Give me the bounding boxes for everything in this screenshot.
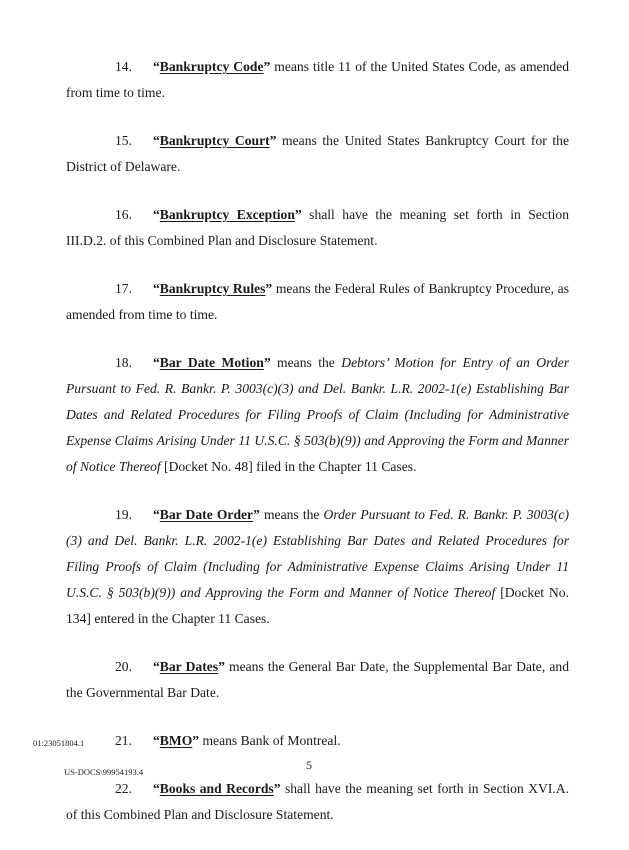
defined-term: “Bar Dates” — [153, 659, 225, 674]
defined-term-text: Bar Dates — [159, 659, 219, 674]
defined-term-text: BMO — [159, 733, 193, 748]
defined-term-text: Bankruptcy Code — [159, 59, 264, 74]
document-id: 01:23051804.1 — [33, 738, 85, 748]
defined-term: “Bar Date Motion” — [153, 355, 271, 370]
defined-term: “Books and Records” — [153, 781, 281, 796]
cited-motion-title: Debtors’ Motion for Entry of an Order Pursuant to Fed. R. Bankr. P. 3003(c)(3) and Del. Bankr. L.R. 2002-1(e) Establishing Bar Dates and Related Procedures for Filing Proofs of Claim (Including for Administrative Expense Claims Arising Under 11 U.S.C. § 503(b)(9)) and Approving the Form and Manner of Notice Thereof — [66, 355, 569, 474]
definition-number: 19. — [115, 507, 132, 522]
definition-22 — [66, 776, 569, 828]
defined-term: “Bankruptcy Exception” — [153, 207, 302, 222]
defined-term-text: Books and Records — [159, 781, 274, 796]
definition-16 — [66, 202, 569, 254]
cited-order-title: Order Pursuant to Fed. R. Bankr. P. 3003(c)(3) and Del. Bankr. L.R. 2002-1(e) Establishing Bar Dates and Related Procedures for Filing Proofs of Claim (Including for Administrative Expense Claims Arising Under 11 U.S.C. § 503(b)(9)) and Approving the Form and Manner of Notice Thereof — [66, 507, 569, 600]
definition-text: means the United States Bankruptcy Court for the District of Delaware. — [66, 133, 569, 174]
definition-text: means title 11 of the United States Code, as amended from time to time. — [66, 59, 570, 100]
definition-14 — [66, 54, 569, 106]
definition-18 — [66, 350, 569, 480]
definition-text-after: [Docket No. 48] filed in the Chapter 11 Cases. — [160, 459, 417, 474]
definition-number: 20. — [115, 659, 132, 674]
definition-19 — [66, 502, 569, 632]
defined-term: “Bar Date Order” — [153, 507, 260, 522]
defined-term: “Bankruptcy Code” — [153, 59, 271, 74]
definition-text: means Bank of Montreal. — [199, 733, 341, 748]
definition-20 — [66, 654, 569, 706]
definition-text: means the — [259, 507, 324, 522]
defined-term-text: Bankruptcy Rules — [159, 281, 266, 296]
definition-text: shall have the meaning set forth in Section III.D.2. of this Combined Plan and Disclosure Statement. — [66, 207, 570, 248]
definition-number: 15. — [115, 133, 132, 148]
defined-term-text: Bankruptcy Court — [159, 133, 270, 148]
defined-term-text: Bar Date Order — [159, 507, 254, 522]
definition-text: means the Federal Rules of Bankruptcy Procedure, as amended from time to time. — [66, 281, 569, 322]
defined-term-text: Bar Date Motion — [159, 355, 264, 370]
definition-number: 14. — [115, 59, 132, 74]
document-id-secondary: US-DOCS\99954193.4 — [64, 767, 144, 777]
definition-text: means the — [270, 355, 342, 370]
definition-text: shall have the meaning set forth in Section XVI.A. of this Combined Plan and Disclosure Statement. — [66, 781, 569, 822]
definition-text-after: [Docket No. 134] entered in the Chapter 11 Cases. — [66, 585, 569, 626]
definition-15 — [66, 128, 569, 180]
defined-term: “Bankruptcy Rules” — [153, 281, 273, 296]
defined-term: “Bankruptcy Court” — [153, 133, 277, 148]
definitions-list — [66, 54, 569, 850]
definition-number: 16. — [115, 207, 132, 222]
definition-21 — [66, 728, 569, 754]
page-number: 5 — [306, 758, 312, 772]
definition-number: 18. — [115, 355, 132, 370]
definition-17 — [66, 276, 569, 328]
definition-number: 17. — [115, 281, 132, 296]
defined-term: “BMO” — [153, 733, 200, 748]
definition-text: means the General Bar Date, the Supplemental Bar Date, and the Governmental Bar Date. — [66, 659, 570, 700]
definition-number: 22. — [115, 781, 132, 796]
defined-term-text: Bankruptcy Exception — [159, 207, 295, 222]
definition-number: 21. — [115, 733, 132, 748]
